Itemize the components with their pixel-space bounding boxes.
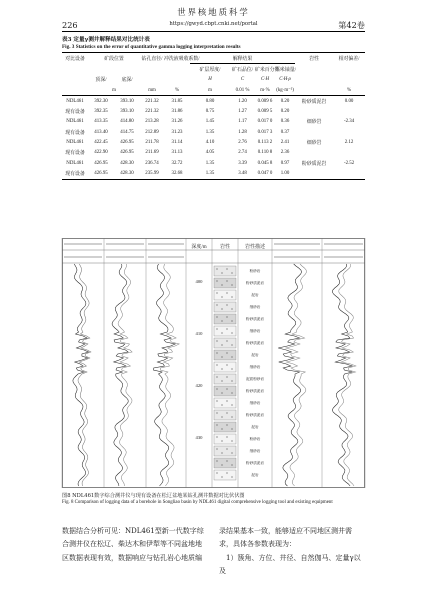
table-row	[62, 127, 365, 137]
lithology-dot	[231, 392, 232, 393]
cell-h: 0.80	[205, 98, 215, 104]
body-text-left	[62, 525, 208, 565]
lith-desc: 粉砂质泥岩	[246, 413, 264, 417]
th-top: 顶深/	[95, 78, 107, 84]
cell-dia: 213.28	[145, 119, 159, 125]
cell-h: 4.10	[205, 140, 215, 146]
body-line: 录结果基本一致，能够适应不同地区测井需	[219, 527, 352, 535]
lithology-dot	[221, 380, 222, 381]
th-grade: 矿石品位/	[232, 67, 253, 73]
cell-bottom: 414.80	[120, 119, 134, 125]
th-position: 矿段位置	[88, 53, 140, 64]
lithology-dot	[221, 284, 222, 285]
lithology-dot	[216, 364, 217, 365]
th-sym-h: H	[208, 77, 212, 83]
cell-chp: 2.36	[280, 150, 290, 156]
cell-device: NDL461	[66, 119, 84, 125]
cell-c: 1.27	[238, 109, 247, 115]
depth-tick-label: 420	[195, 383, 203, 388]
th-coef: 冲洗液吸收系数/	[164, 53, 190, 64]
lithology-dot	[216, 412, 217, 413]
cell-top: 413.35	[94, 119, 108, 125]
th-device: 对比设备	[62, 53, 88, 64]
lithology-block	[214, 326, 236, 336]
lithology-block	[214, 350, 236, 360]
lithology-dot	[221, 308, 222, 309]
cell-dia: 236.74	[145, 160, 159, 166]
unit-depth: m	[88, 85, 140, 96]
cell-device: NDL461	[66, 140, 84, 146]
results-table	[62, 52, 365, 180]
journal-title: 世界核地质科学	[177, 7, 250, 17]
lithology-dot	[226, 304, 227, 305]
log-curve	[160, 264, 179, 486]
cell-lith	[295, 106, 333, 116]
lithology-dot	[221, 404, 222, 405]
cell-h: 1.35	[205, 129, 215, 135]
cell-top: 392.30	[94, 98, 108, 104]
th-thickness: 矿层厚度/	[199, 67, 221, 73]
lithology-dot	[226, 400, 227, 401]
lithology-dot	[231, 452, 232, 453]
table-row	[62, 158, 365, 168]
cell-chp: 0.20	[280, 98, 290, 104]
lith-desc: 细砂岩	[249, 449, 261, 453]
lithology-dot	[231, 332, 232, 333]
cell-top: 422.90	[94, 150, 108, 156]
lithology-block	[214, 422, 236, 432]
th-deviation: 相对偏差/	[333, 53, 365, 64]
cell-bottom: 426.95	[120, 150, 134, 156]
body-line: 数据结合分析可见：NDL461型新一代数字综	[62, 527, 204, 535]
cell-dia: 212.89	[145, 129, 159, 135]
cell-dia: 221.32	[145, 109, 159, 115]
cell-bottom: 414.75	[120, 129, 134, 135]
cell-bottom: 426.95	[120, 140, 134, 146]
cell-dev: -2.52	[343, 160, 355, 166]
table-row	[62, 137, 365, 147]
cell-device: 现有设备	[65, 110, 85, 116]
lith-desc: 泥质粉砂岩	[246, 377, 264, 381]
unit-chp: (kg·m⁻²)	[275, 85, 295, 96]
unit-dev: %	[333, 85, 365, 96]
cell-dev: -2.34	[343, 119, 355, 125]
cell-h: 0.75	[205, 109, 215, 115]
lithology-dot	[216, 448, 217, 449]
cell-device: NDL461	[66, 160, 84, 166]
cell-c: 1.28	[238, 129, 247, 135]
lithology-dot	[226, 460, 227, 461]
cell-coef: 31.14	[171, 140, 183, 146]
figure-frame	[63, 239, 365, 488]
cell-c: 3.39	[238, 160, 247, 166]
cell-ch: 0.009 6	[257, 98, 273, 104]
lithology-dot	[221, 428, 222, 429]
lith-desc: 粉砂岩	[249, 437, 261, 441]
lithology-dot	[226, 364, 227, 365]
lithology-dot	[226, 388, 227, 389]
lith-head: 岩性	[219, 245, 231, 250]
lith-desc: 泥岩	[251, 473, 259, 477]
lithology-block	[214, 374, 236, 384]
lithology-block	[214, 302, 236, 312]
cell-dev	[333, 168, 365, 179]
unit-c: 0.01 %	[230, 85, 255, 96]
th-sym-c: C	[240, 77, 245, 83]
cell-bottom: 428.30	[120, 160, 134, 166]
unit-h: m	[190, 85, 230, 96]
lithology-dot	[216, 400, 217, 401]
lithology-dot	[216, 460, 217, 461]
cell-ch: 0.045 8	[257, 160, 273, 166]
cell-c: 1.17	[238, 119, 247, 125]
table-caption-en: Fig. 3 Statistics on the error of quantitative gamma logging interpretation results	[62, 44, 241, 50]
lithology-dot	[231, 416, 232, 417]
table-row	[62, 117, 365, 127]
lithology-dot	[231, 296, 232, 297]
lithology-dot	[231, 272, 232, 273]
lithology-dot	[226, 424, 227, 425]
cell-coef: 32.72	[171, 160, 183, 166]
lithology-block	[214, 386, 236, 396]
lithology-dot	[221, 440, 222, 441]
lith-desc: 细砂岩	[249, 305, 261, 309]
cell-coef: 31.23	[171, 129, 183, 135]
lithology-dot	[221, 368, 222, 369]
body-text-right	[219, 525, 365, 579]
body-line: 求，具体各参数表现为：	[219, 540, 296, 549]
cell-dia: 211.78	[145, 140, 159, 146]
lithology-dot	[231, 476, 232, 477]
th-um: 平米铀量/	[275, 67, 296, 73]
lith-desc: 粉砂质泥岩	[246, 281, 264, 285]
lithology-block	[214, 470, 236, 480]
lithology-dot	[226, 376, 227, 377]
cell-top: 426.95	[88, 168, 114, 179]
lithology-dot	[221, 452, 222, 453]
lithology-dot	[231, 284, 232, 285]
cell-c: 2.76	[238, 140, 247, 146]
cell-dev	[333, 148, 365, 158]
lith-desc: 粉砂质泥岩	[246, 389, 264, 393]
lithology-dot	[221, 272, 222, 273]
lithology-block	[214, 458, 236, 468]
lithology-dot	[221, 464, 222, 465]
lithology-dot	[231, 344, 232, 345]
lithology-dot	[231, 428, 232, 429]
cell-lith	[295, 168, 333, 179]
cell-lith: 粉砂质泥岩	[301, 99, 327, 105]
lithology-dot	[216, 472, 217, 473]
body-line: 合测井仪在松辽、柴达木和伊犁等不同盆地地	[62, 540, 202, 549]
lithology-dot	[216, 340, 217, 341]
lith-desc: 泥岩	[251, 425, 259, 429]
lith-desc: 泥岩	[251, 353, 259, 357]
log-curve	[332, 264, 352, 486]
table-row	[62, 168, 365, 179]
header-rule	[62, 31, 365, 32]
lithology-dot	[226, 328, 227, 329]
cell-dia: 211.69	[145, 150, 159, 156]
lithology-dot	[226, 472, 227, 473]
cell-ch: 0.017 0	[257, 119, 273, 125]
cell-top: 426.95	[94, 160, 108, 166]
volume-label: 第42卷	[338, 20, 365, 30]
lithology-dot	[216, 328, 217, 329]
unit-dia: mm	[140, 85, 164, 96]
th-diameter: 钻孔直径/	[140, 53, 164, 64]
cell-device: 现有设备	[62, 168, 88, 179]
cell-h: 1.35	[205, 160, 215, 166]
lithology-block	[214, 278, 236, 288]
lith-desc: 细砂岩	[249, 329, 261, 333]
lithology-dot	[226, 436, 227, 437]
lithology-dot	[231, 368, 232, 369]
lithology-dot	[231, 380, 232, 381]
body-line: 区数据表现有效，数据响应与钻孔岩心地质编	[62, 553, 202, 562]
log-curve	[78, 264, 91, 486]
cell-top: 392.35	[94, 109, 108, 115]
lithology-dot	[226, 268, 227, 269]
figure-caption-cn: 图8 NDL461数字综合测井仪与现有设备在松辽盆地某钻孔测井数据对比伏伏图	[62, 493, 245, 499]
log-curve	[286, 264, 307, 486]
cell-bottom: 393.10	[120, 98, 134, 104]
lithology-dot	[216, 388, 217, 389]
lithology-dot	[231, 320, 232, 321]
cell-chp: 0.97	[280, 160, 290, 166]
table-row	[62, 148, 365, 158]
th-lithology: 岩性	[295, 53, 333, 64]
cell-dev	[333, 127, 365, 137]
cell-ch: 0.017 3	[257, 129, 273, 135]
cell-chp: 0.36	[280, 119, 290, 125]
cell-h: 1.45	[205, 119, 215, 125]
lithology-dot	[226, 340, 227, 341]
table-caption-cn: 表3 定量γ测井解释结果对比统计表	[62, 37, 150, 43]
lith-desc: 粉砂质泥岩	[246, 317, 264, 321]
figure-caption-en: Fig. 8 Comparison of logging data of a borehole in Songliao basin by NDL461 digital comprehensive logging tool and existing equipment	[62, 500, 333, 505]
cell-c: 3.48	[230, 168, 255, 179]
lithology-dot	[221, 392, 222, 393]
lithology-dot	[231, 308, 232, 309]
lithology-dot	[226, 280, 227, 281]
cell-dia: 221.32	[145, 98, 159, 104]
lithology-dot	[221, 320, 222, 321]
lithology-dot	[216, 268, 217, 269]
cell-dev: 2.12	[344, 140, 354, 146]
lithology-dot	[226, 352, 227, 353]
cell-lith: 细砂岩	[306, 141, 322, 147]
depth-tick-label: 410	[195, 331, 203, 336]
lithology-dot	[221, 296, 222, 297]
cell-chp: 1.00	[275, 168, 295, 179]
lith-desc: 细砂岩	[249, 401, 261, 405]
th-result: 解释结果	[190, 53, 295, 64]
cell-bottom: 393.10	[120, 109, 134, 115]
lithology-dot	[226, 316, 227, 317]
cell-lith	[295, 148, 333, 158]
lithology-block	[214, 398, 236, 408]
desc-head: 岩性描述	[244, 245, 266, 250]
cell-lith: 粉砂质泥岩	[301, 161, 327, 167]
lithology-dot	[231, 440, 232, 441]
lithology-dot	[226, 292, 227, 293]
unit-coef: %	[164, 85, 190, 96]
lithology-dot	[216, 280, 217, 281]
lithology-dot	[216, 316, 217, 317]
depth-head: 深度/m	[191, 245, 207, 250]
lithology-block	[214, 338, 236, 348]
cell-chp: 2.41	[280, 140, 290, 146]
lithology-block	[214, 290, 236, 300]
unit-ch: m·%	[255, 85, 275, 96]
th-gm: 矿米百分数/	[255, 67, 281, 73]
cell-dev: 0.00	[344, 98, 354, 104]
journal-url: https://gwyd.cbpt.cnki.net/portal	[169, 21, 258, 27]
lithology-dot	[231, 356, 232, 357]
cell-coef: 32.68	[164, 168, 190, 179]
lithology-dot	[216, 304, 217, 305]
lith-desc: 粉砂岩	[249, 269, 261, 273]
lithology-block	[214, 314, 236, 324]
lithology-dot	[221, 344, 222, 345]
lithology-dot	[221, 356, 222, 357]
lith-desc: 粉砂质泥岩	[246, 461, 264, 465]
depth-tick-label: 400	[195, 279, 203, 284]
cell-ch: 0.047 0	[255, 168, 275, 179]
th-bottom: 底深/	[121, 78, 133, 84]
lith-desc: 粉砂质泥岩	[246, 341, 264, 345]
lithology-dot	[226, 448, 227, 449]
log-curve	[112, 264, 128, 486]
depth-tick-label: 430	[195, 435, 203, 440]
cell-lith: 细砂岩	[306, 120, 322, 126]
table-row	[62, 106, 365, 116]
cell-chp: 0.20	[280, 109, 290, 115]
cell-ch: 0.009 5	[257, 109, 273, 115]
cell-bottom: 428.30	[114, 168, 140, 179]
lithology-dot	[216, 352, 217, 353]
cell-top: 422.45	[94, 140, 108, 146]
cell-device: 现有设备	[65, 151, 85, 157]
lithology-dot	[221, 416, 222, 417]
table-row	[62, 96, 365, 107]
lithology-dot	[216, 436, 217, 437]
cell-h: 4.05	[205, 150, 215, 156]
cell-ch: 0.113 2	[257, 140, 273, 146]
lith-desc: 泥岩	[251, 293, 259, 297]
cell-c: 1.20	[238, 98, 247, 104]
lithology-dot	[221, 476, 222, 477]
cell-coef: 31.85	[171, 98, 183, 104]
body-line: 1）簇角、方位、井径、自然伽马、定量γ以及	[219, 553, 361, 576]
cell-device: NDL461	[66, 98, 84, 104]
lithology-block	[214, 362, 236, 372]
log-curve	[339, 264, 356, 486]
lithology-dot	[216, 292, 217, 293]
lith-desc: 细砂岩	[249, 365, 261, 369]
cell-coef: 31.86	[171, 109, 183, 115]
cell-h: 1.35	[190, 168, 230, 179]
lithology-dot	[231, 404, 232, 405]
lithology-block	[214, 410, 236, 420]
cell-lith	[295, 127, 333, 137]
lithology-dot	[221, 332, 222, 333]
cell-dia: 235.99	[140, 168, 164, 179]
log-curve	[278, 264, 301, 486]
lithology-block	[214, 266, 236, 276]
cell-dev	[333, 106, 365, 116]
cell-top: 413.40	[94, 129, 108, 135]
cell-device: 现有设备	[65, 130, 85, 136]
page-number: 226	[62, 20, 78, 30]
cell-chp: 0.37	[280, 129, 290, 135]
logging-comparison-figure	[62, 238, 365, 488]
cell-ch: 0.110 8	[257, 150, 273, 156]
lithology-dot	[216, 424, 217, 425]
lithology-block	[214, 446, 236, 456]
cell-c: 2.74	[238, 150, 247, 156]
cell-coef: 31.13	[171, 150, 183, 156]
lithology-dot	[231, 464, 232, 465]
lithology-dot	[216, 376, 217, 377]
cell-coef: 31.26	[171, 119, 183, 125]
th-sym-ch: C·H	[261, 77, 270, 83]
th-sym-chp: C·H·ρ	[279, 77, 291, 83]
lithology-dot	[226, 412, 227, 413]
lithology-block	[214, 434, 236, 444]
